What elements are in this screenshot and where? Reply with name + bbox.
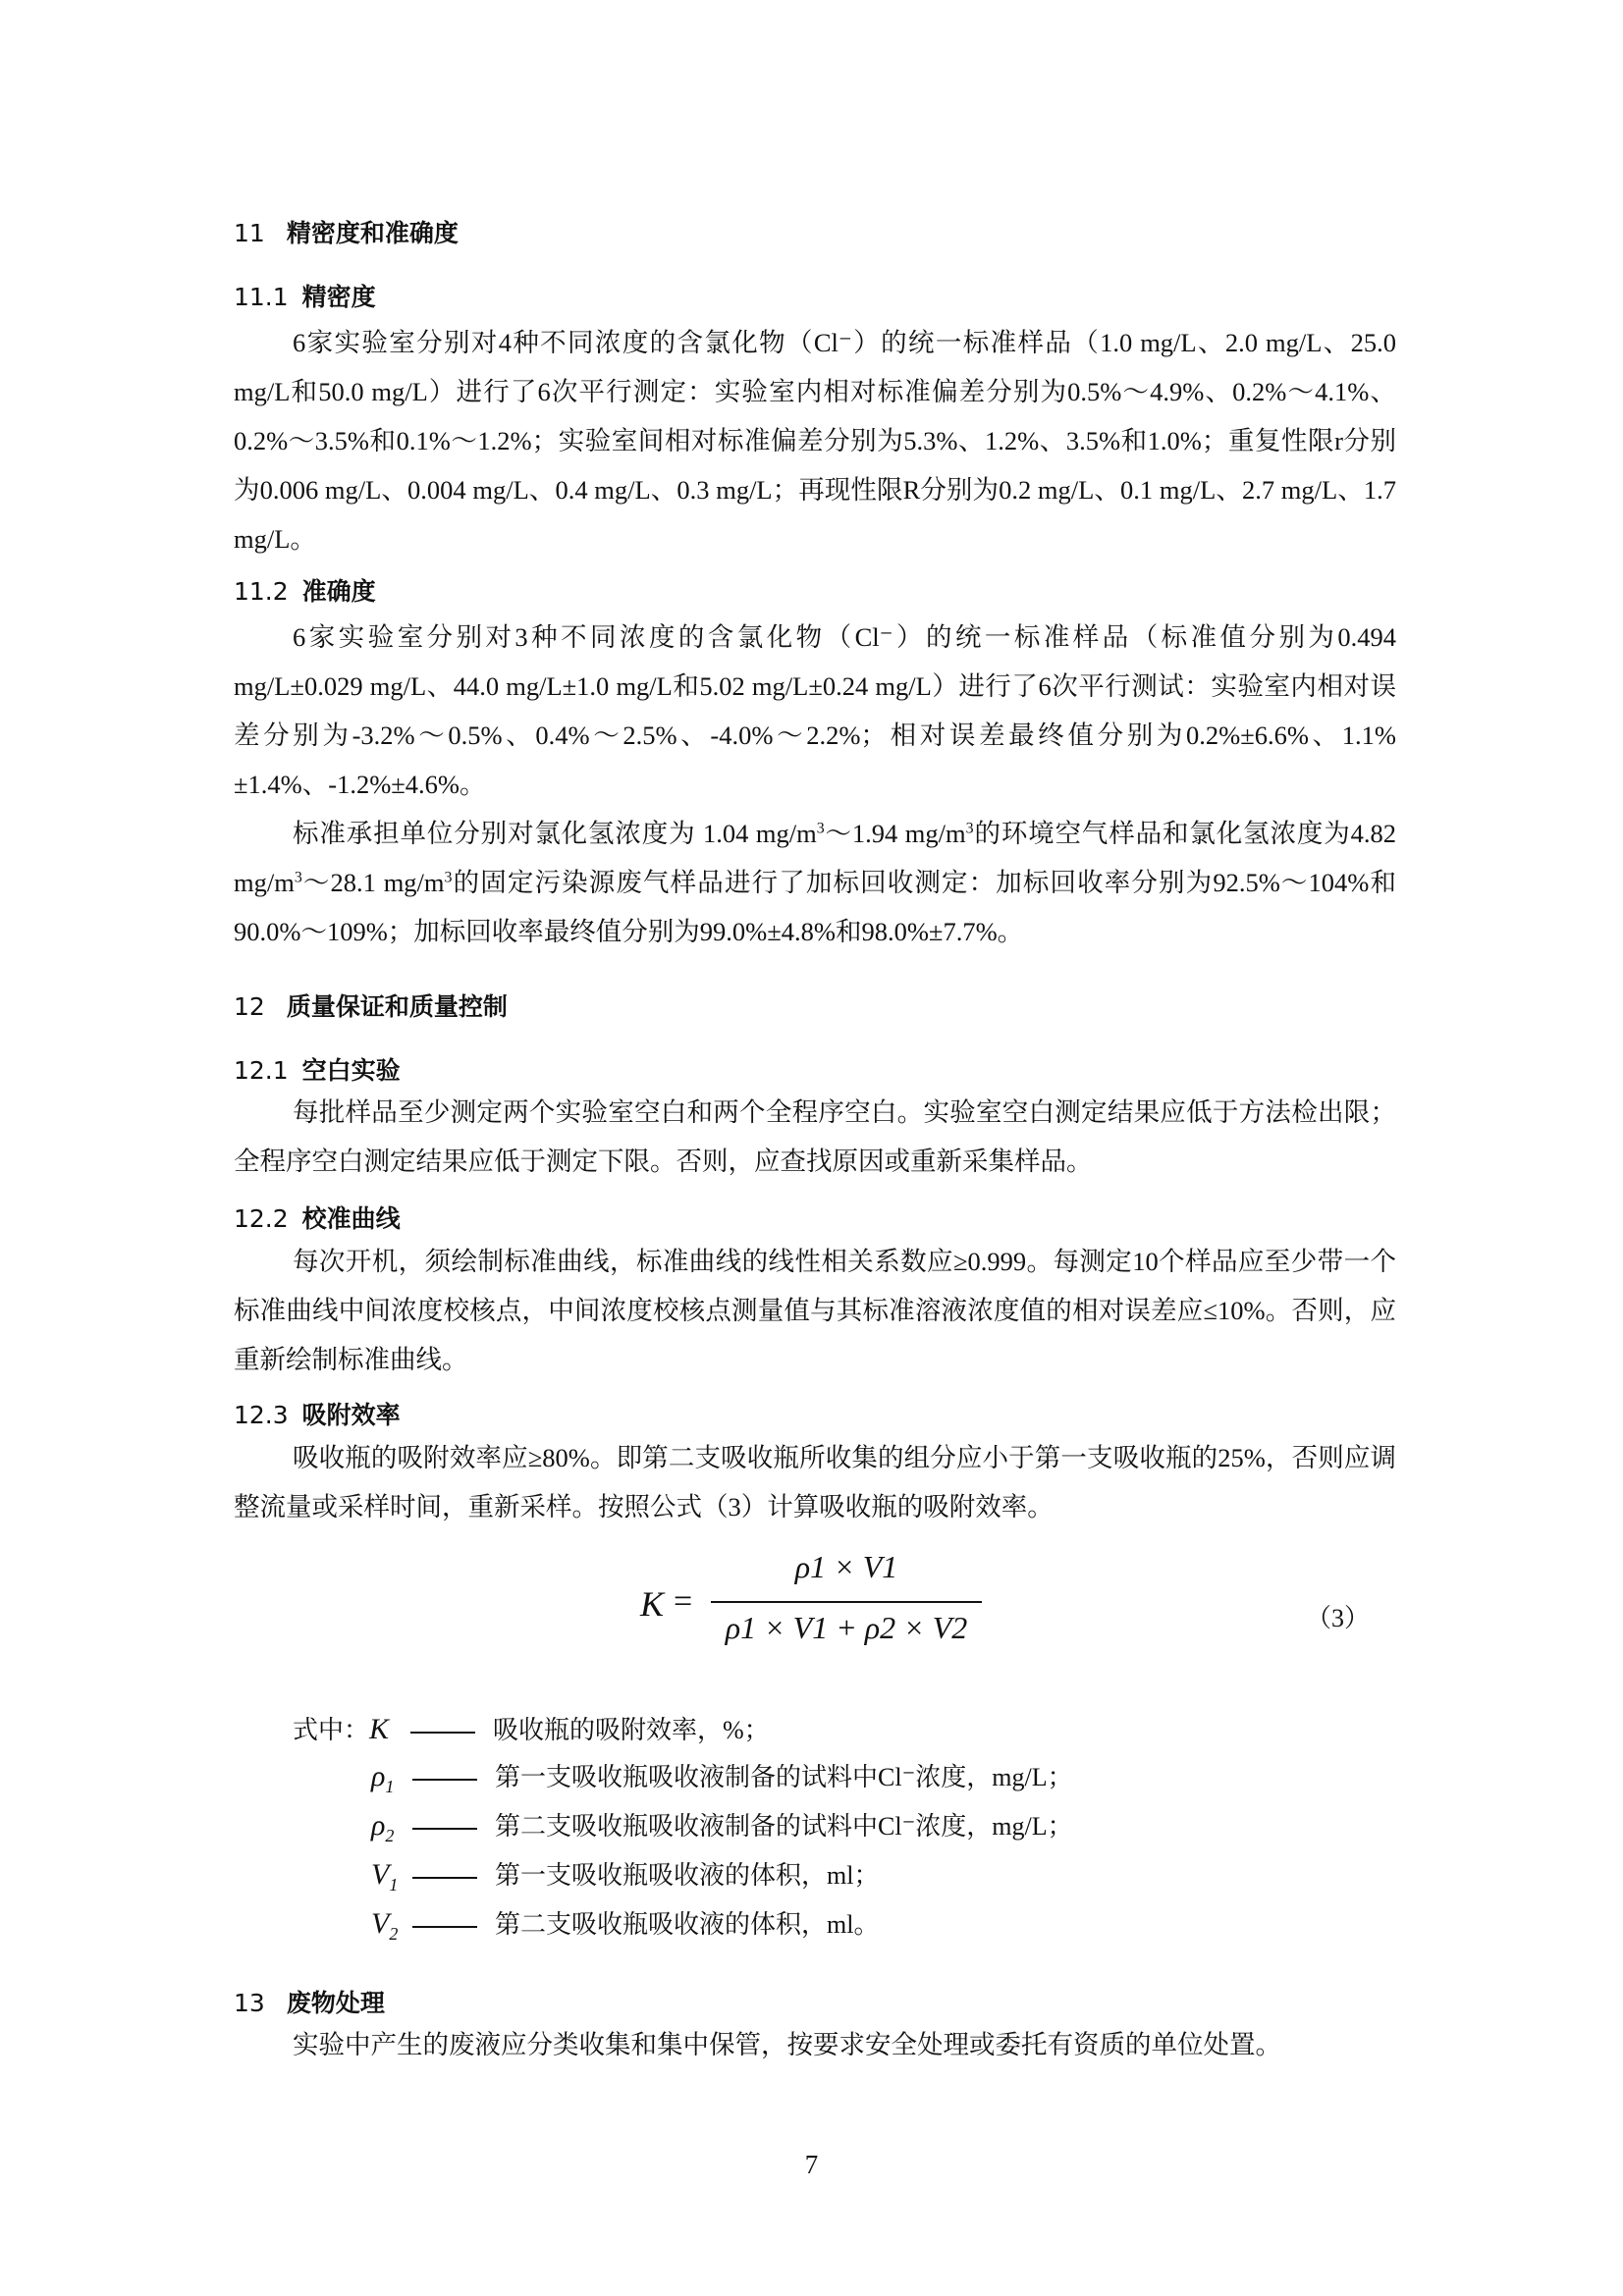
paragraph-precision: 6家实验室分别对4种不同浓度的含氯化物（Cl⁻）的统一标准样品（1.0 mg/L、2.0 mg/L、25.0 mg/L和50.0 mg/L）进行了6次平行测定：实验室内相对标准偏差分别为0.5%～4.9%、0.2%～4.1%、0.2%～3.5%和0.1%～1.2%；实验室间相对标准偏差分别为5.3%、1.2%、3.5%和1.0%；重复性限r分别为0.006 mg/L、0.004 mg/L、0.4 mg/L、0.3 mg/L；再现性限R分别为0.2 mg/L、0.1 mg/L、2.7 mg/L、1.7 mg/L。 (234, 328, 1396, 554)
fraction-bar (711, 1601, 982, 1603)
superscript: 3 (294, 869, 302, 886)
subsection-heading-11-1 (234, 278, 376, 313)
def-symbol-char: V (371, 1907, 390, 1940)
formula-denominator: ρ1 × V1 + ρ2 × V2 (725, 1610, 968, 1645)
where-label: 式中： (293, 1716, 370, 1744)
section-heading-13 (234, 1984, 385, 2019)
subsection-heading-12-1 (234, 1051, 401, 1087)
definition-row-rho2 (371, 1806, 1073, 1846)
recovery-text-e: 的固定污染源废气样品进行了加标回收测定：加标回收率分别为92.5%～104%和90.0%～109%；加标回收率最终值分别为99.0%±4.8%和98.0%±7.7%。 (234, 868, 1396, 946)
def-text: 第二支吸收瓶吸收液的体积，ml。 (495, 1910, 880, 1939)
subsection-number: 12.2 (234, 1204, 289, 1233)
recovery-text-d: ～28.1 mg/m (301, 868, 445, 897)
def-text: 吸收瓶的吸附效率，%； (493, 1716, 770, 1744)
subsection-title: 准确度 (301, 577, 376, 606)
def-text: 第二支吸收瓶吸收液制备的试料中Cl⁻浓度，mg/L； (495, 1812, 1073, 1841)
formula-lhs: K (640, 1584, 665, 1624)
def-symbol-char: ρ (371, 1809, 386, 1842)
section-number: 11 (234, 219, 265, 247)
subsection-heading-11-2 (234, 572, 376, 608)
def-symbol (371, 1858, 406, 1896)
paragraph-calibration: 每次开机，须绘制标准曲线，标准曲线的线性相关系数应≥0.999。每测定10个样品应至少带一个标准曲线中间浓度校核点，中间浓度校核点测量值与其标准溶液浓度值的相对误差应≤10%。否则，应重新绘制标准曲线。 (234, 1247, 1396, 1374)
def-subscript: 2 (389, 1924, 399, 1944)
dash (412, 1926, 477, 1928)
section-title: 精密度和准确度 (286, 219, 459, 247)
def-text: 第一支吸收瓶吸收液的体积，ml； (495, 1861, 880, 1890)
section-heading-12 (234, 988, 508, 1023)
formula-absorption-efficiency (628, 1549, 1041, 1657)
formula-numerator: ρ1 × V1 (794, 1549, 898, 1584)
def-symbol: K (369, 1713, 390, 1745)
paragraph-blank-test: 每批样品至少测定两个实验室空白和两个全程序空白。实验室空白测定结果应低于方法检出限；全程序空白测定结果应低于测定下限。否则，应查找原因或重新采集样品。 (234, 1097, 1396, 1176)
superscript: 3 (444, 869, 453, 886)
paragraph-absorption: 吸收瓶的吸附效率应≥80%。即第二支吸收瓶所收集的组分应小于第一支吸收瓶的25%，否则应调整流量或采样时间，重新采样。按照公式（3）计算吸收瓶的吸附效率。 (234, 1443, 1396, 1522)
section-number: 13 (234, 1989, 265, 2017)
subsection-title: 吸附效率 (301, 1401, 401, 1429)
subsection-number: 12.1 (234, 1056, 289, 1085)
def-symbol (371, 1907, 406, 1945)
subsection-title: 校准曲线 (301, 1204, 401, 1233)
subsection-number: 12.3 (234, 1401, 289, 1429)
subsection-title: 空白实验 (301, 1056, 401, 1085)
subsection-heading-12-2 (234, 1200, 401, 1235)
subsection-heading-12-3 (234, 1396, 401, 1431)
def-symbol (371, 1760, 406, 1797)
def-text: 第一支吸收瓶吸收液制备的试料中Cl⁻浓度，mg/L； (495, 1763, 1073, 1791)
paragraph-accuracy: 6家实验室分别对3种不同浓度的含氯化物（Cl⁻）的统一标准样品（标准值分别为0.494 mg/L±0.029 mg/L、44.0 mg/L±1.0 mg/L和5.02 mg/L±0.24 mg/L）进行了6次平行测试：实验室内相对误差分别为-3.2%～0.5%、0.4%～2.5%、-4.0%～2.2%；相对误差最终值分别为0.2%±6.6%、1.1%±1.4%、-1.2%±4.6%。 (234, 622, 1396, 799)
paragraph-waste: 实验中产生的废液应分类收集和集中保管，按要求安全处理或委托有资质的单位处置。 (293, 2030, 1281, 2059)
def-subscript: 1 (389, 1875, 399, 1895)
def-subscript: 1 (385, 1777, 395, 1796)
def-symbol-char: V (371, 1858, 390, 1891)
formula-equals: = (674, 1583, 693, 1620)
superscript: 3 (965, 820, 974, 837)
subsection-number: 11.1 (234, 283, 289, 311)
definition-row-k (293, 1710, 770, 1746)
page-number: 7 (804, 2150, 819, 2179)
definition-row-v2 (371, 1904, 879, 1945)
equation-number: （3） (1306, 1604, 1371, 1632)
recovery-text-b: ～1.94 mg/m (824, 819, 966, 848)
section-title: 质量保证和质量控制 (286, 992, 508, 1021)
def-symbol (371, 1809, 406, 1846)
def-symbol-char: ρ (371, 1760, 386, 1792)
dash (412, 1779, 477, 1781)
def-subscript: 2 (385, 1826, 395, 1845)
definition-row-rho1 (371, 1757, 1073, 1797)
section-heading-11 (234, 214, 459, 249)
dash (412, 1877, 477, 1879)
subsection-number: 11.2 (234, 577, 289, 606)
section-title: 废物处理 (286, 1989, 385, 2017)
paragraph-recovery (234, 809, 1396, 956)
recovery-text-a: 标准承担单位分别对氯化氢浓度为 1.04 mg/m (293, 819, 817, 848)
dash (412, 1828, 477, 1830)
subsection-title: 精密度 (301, 283, 376, 311)
section-number: 12 (234, 992, 265, 1021)
recovery-text-c: 的环境空气样品和氯化氢浓度为4.82 mg/m (234, 819, 1396, 897)
dash (410, 1732, 475, 1734)
superscript: 3 (816, 820, 825, 837)
definition-row-v1 (371, 1855, 879, 1896)
